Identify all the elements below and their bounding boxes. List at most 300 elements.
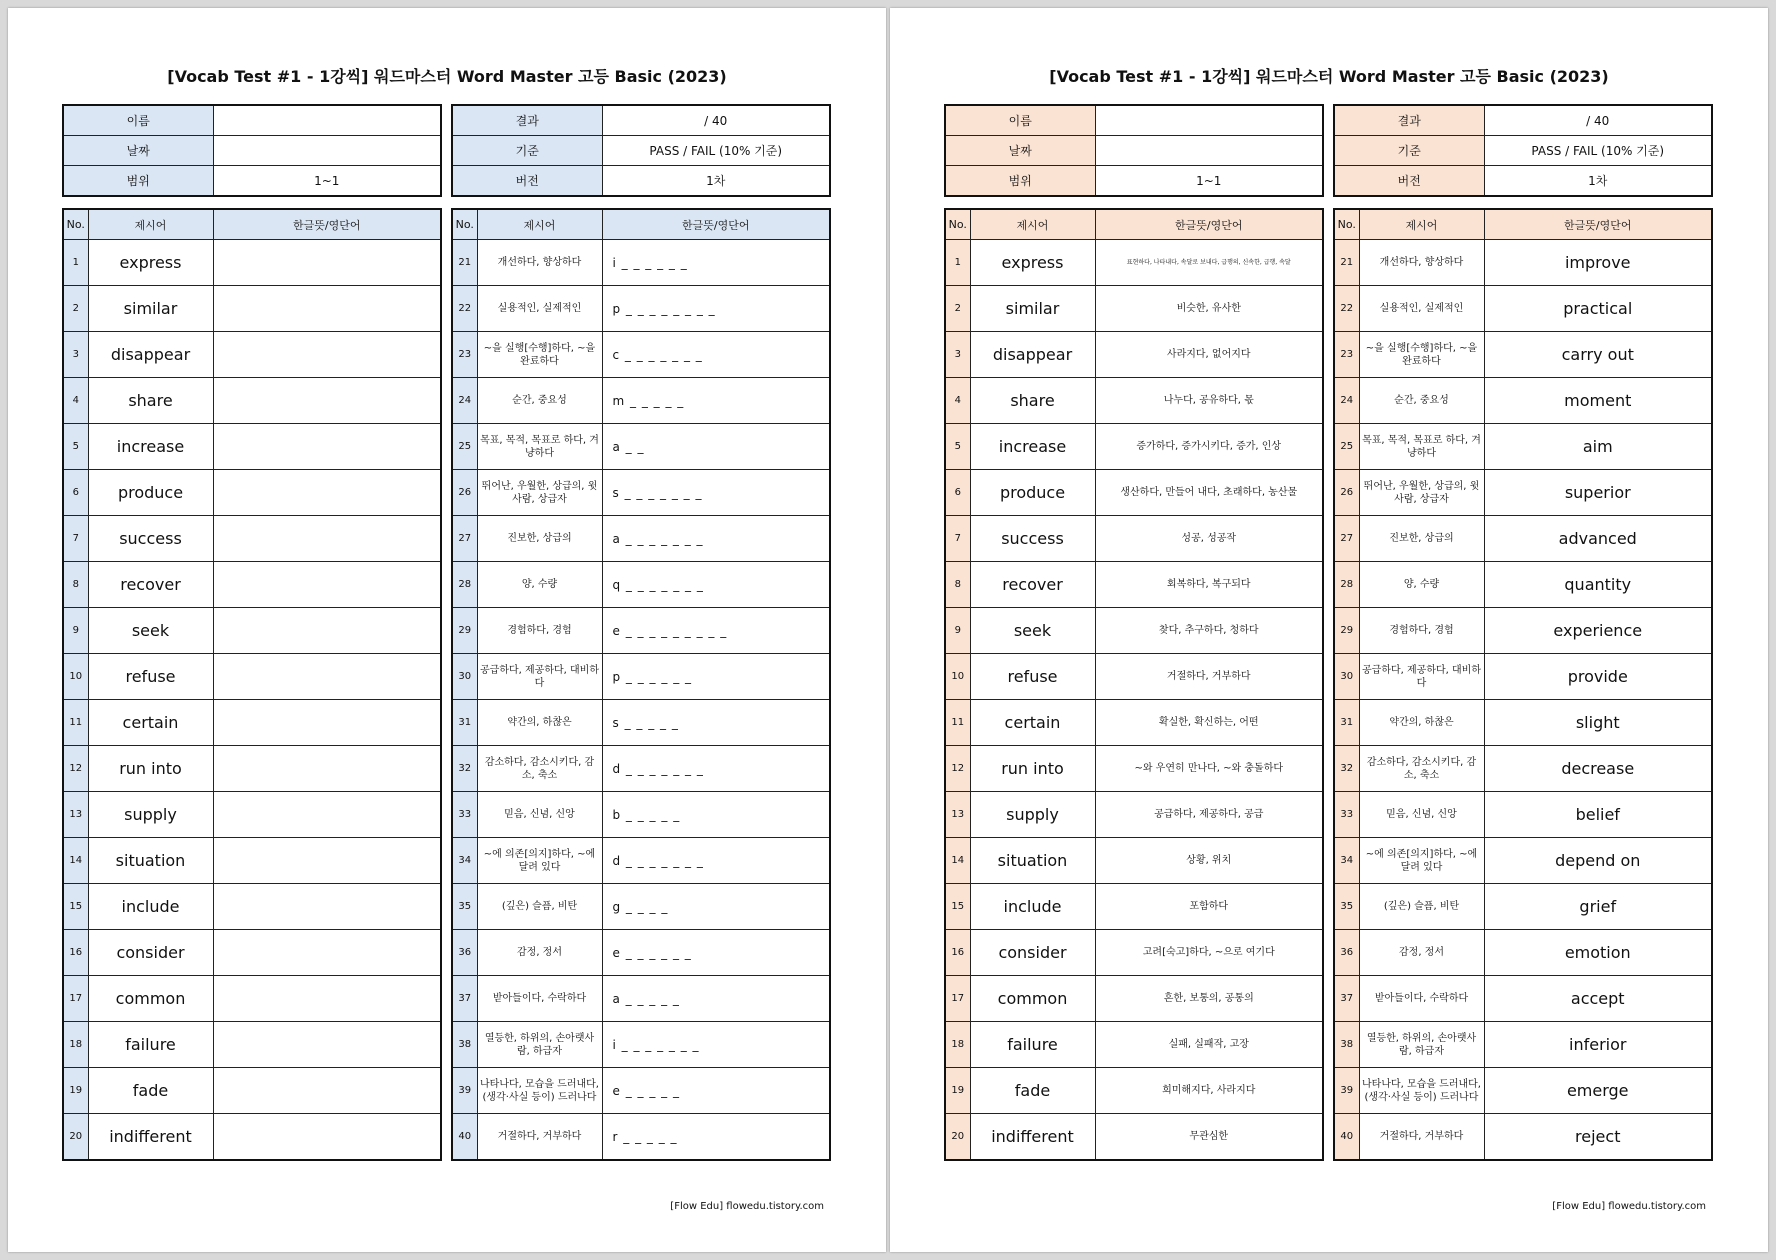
cue-word: seek — [970, 608, 1095, 654]
row-number: 12 — [63, 746, 88, 792]
row-number: 12 — [945, 746, 970, 792]
answer-field[interactable] — [213, 930, 441, 976]
answer-hint[interactable]: m _ _ _ _ _ — [602, 378, 830, 424]
row-number: 10 — [63, 654, 88, 700]
answer-field[interactable] — [213, 976, 441, 1022]
cue-meaning: 진보한, 상급의 — [1359, 516, 1484, 562]
answer-meaning: 거절하다, 거부하다 — [1095, 654, 1323, 700]
criteria-label: 기준 — [1334, 136, 1484, 166]
cue-word: express — [970, 240, 1095, 286]
row-number: 21 — [1334, 240, 1359, 286]
row-number: 31 — [452, 700, 477, 746]
answer-hint[interactable]: s _ _ _ _ _ _ _ — [602, 470, 830, 516]
row-number: 35 — [452, 884, 477, 930]
cue-word: include — [970, 884, 1095, 930]
cue-meaning: 뛰어난, 우월한, 상급의, 윗사람, 상급자 — [1359, 470, 1484, 516]
table-row — [63, 792, 441, 838]
row-number: 15 — [945, 884, 970, 930]
cue-word: run into — [970, 746, 1095, 792]
answer-meaning: ~와 우연히 만나다, ~와 충돌하다 — [1095, 746, 1323, 792]
table-row — [945, 470, 1323, 516]
answer-meaning: 실패, 실패작, 고장 — [1095, 1022, 1323, 1068]
row-number: 33 — [1334, 792, 1359, 838]
answer-hint[interactable]: c _ _ _ _ _ _ _ — [602, 332, 830, 378]
criteria-label: 기준 — [452, 136, 602, 166]
table-row — [452, 976, 830, 1022]
answer-hint[interactable]: d _ _ _ _ _ _ _ — [602, 838, 830, 884]
table-row — [945, 746, 1323, 792]
cue-meaning: 믿음, 신념, 신앙 — [1359, 792, 1484, 838]
cue-meaning: 감정, 정서 — [477, 930, 602, 976]
answer-meaning: 비슷한, 유사한 — [1095, 286, 1323, 332]
result-label: 결과 — [452, 105, 602, 136]
table-row — [1334, 654, 1712, 700]
row-number: 25 — [1334, 424, 1359, 470]
row-number: 18 — [63, 1022, 88, 1068]
table-row — [1334, 516, 1712, 562]
cue-meaning: ~에 의존[의지]하다, ~에 달려 있다 — [1359, 838, 1484, 884]
table-row — [945, 654, 1323, 700]
name-label: 이름 — [945, 105, 1095, 136]
answer-meaning: 공급하다, 제공하다, 공급 — [1095, 792, 1323, 838]
table-row — [945, 1114, 1323, 1161]
answer-word: belief — [1484, 792, 1712, 838]
cue-word: recover — [88, 562, 213, 608]
answer-field[interactable] — [213, 884, 441, 930]
answer-hint[interactable]: d _ _ _ _ _ _ _ — [602, 746, 830, 792]
table-row — [1334, 378, 1712, 424]
test-page — [8, 8, 886, 1252]
answer-field[interactable] — [213, 332, 441, 378]
cue-meaning: (깊은) 슬픔, 비탄 — [477, 884, 602, 930]
row-number: 14 — [945, 838, 970, 884]
table-row — [63, 1068, 441, 1114]
table-row — [63, 746, 441, 792]
row-number: 7 — [63, 516, 88, 562]
cue-meaning: 경험하다, 경험 — [1359, 608, 1484, 654]
row-number: 13 — [63, 792, 88, 838]
table-row — [452, 240, 830, 286]
table-row — [1334, 884, 1712, 930]
col-cue: 제시어 — [88, 209, 213, 240]
answer-field[interactable] — [213, 1068, 441, 1114]
row-number: 8 — [63, 562, 88, 608]
table-row — [945, 516, 1323, 562]
table-row — [63, 562, 441, 608]
answer-hint[interactable]: e _ _ _ _ _ _ _ _ _ — [602, 608, 830, 654]
cue-meaning: 개선하다, 향상하다 — [477, 240, 602, 286]
cue-meaning: ~에 의존[의지]하다, ~에 달려 있다 — [477, 838, 602, 884]
table-row — [452, 1068, 830, 1114]
row-number: 24 — [1334, 378, 1359, 424]
cue-word: indifferent — [970, 1114, 1095, 1161]
result-value: / 40 — [602, 105, 830, 136]
cue-meaning: 양, 수량 — [477, 562, 602, 608]
answer-hint[interactable]: a _ _ _ _ _ — [602, 976, 830, 1022]
answer-field[interactable] — [213, 470, 441, 516]
cue-meaning: 순간, 중요성 — [1359, 378, 1484, 424]
answer-word: reject — [1484, 1114, 1712, 1161]
name-field[interactable] — [1095, 105, 1323, 136]
row-number: 29 — [452, 608, 477, 654]
row-number: 25 — [452, 424, 477, 470]
cue-word: disappear — [970, 332, 1095, 378]
answer-word: grief — [1484, 884, 1712, 930]
answer-meaning: 상황, 위치 — [1095, 838, 1323, 884]
range-value: 1~1 — [1095, 166, 1323, 197]
criteria-value: PASS / FAIL (10% 기준) — [602, 136, 830, 166]
cue-word: certain — [970, 700, 1095, 746]
row-number: 26 — [452, 470, 477, 516]
row-number: 31 — [1334, 700, 1359, 746]
table-row — [452, 884, 830, 930]
cue-meaning: ~을 실행[수행]하다, ~을 완료하다 — [477, 332, 602, 378]
row-number: 9 — [945, 608, 970, 654]
result-label: 결과 — [1334, 105, 1484, 136]
answer-meaning: 확실한, 확신하는, 어떤 — [1095, 700, 1323, 746]
cue-word: similar — [970, 286, 1095, 332]
table-row — [452, 608, 830, 654]
answer-field[interactable] — [213, 516, 441, 562]
row-number: 3 — [63, 332, 88, 378]
answer-meaning: 흔한, 보통의, 공통의 — [1095, 976, 1323, 1022]
table-row — [945, 1022, 1323, 1068]
answer-hint[interactable]: p _ _ _ _ _ _ — [602, 654, 830, 700]
answer-meaning: 포함하다 — [1095, 884, 1323, 930]
date-label: 날짜 — [63, 136, 213, 166]
cue-meaning: 순간, 중요성 — [477, 378, 602, 424]
row-number: 32 — [1334, 746, 1359, 792]
cue-meaning: 나타나다, 모습을 드러내다, (생각·사실 등이) 드러나다 — [477, 1068, 602, 1114]
table-row — [63, 1022, 441, 1068]
table-row — [452, 516, 830, 562]
answer-word: quantity — [1484, 562, 1712, 608]
table-row — [63, 424, 441, 470]
cue-meaning: (깊은) 슬픔, 비탄 — [1359, 884, 1484, 930]
date-field[interactable] — [1095, 136, 1323, 166]
cue-meaning: 공급하다, 제공하다, 대비하다 — [477, 654, 602, 700]
cue-meaning: 실용적인, 실제적인 — [1359, 286, 1484, 332]
answer-field[interactable] — [213, 1022, 441, 1068]
answer-word: improve — [1484, 240, 1712, 286]
answer-word: depend on — [1484, 838, 1712, 884]
row-number: 35 — [1334, 884, 1359, 930]
answer-hint[interactable]: q _ _ _ _ _ _ _ — [602, 562, 830, 608]
answer-hint[interactable]: a _ _ — [602, 424, 830, 470]
cue-meaning: 약간의, 하찮은 — [1359, 700, 1484, 746]
col-no: No. — [1334, 209, 1359, 240]
cue-meaning: 목표, 목적, 목표로 하다, 겨냥하다 — [477, 424, 602, 470]
cue-meaning: 공급하다, 제공하다, 대비하다 — [1359, 654, 1484, 700]
answer-hint[interactable]: b _ _ _ _ _ — [602, 792, 830, 838]
answer-hint[interactable]: p _ _ _ _ _ _ _ _ — [602, 286, 830, 332]
answer-field[interactable] — [213, 1114, 441, 1161]
cue-meaning: 거절하다, 거부하다 — [1359, 1114, 1484, 1161]
word-rows — [452, 240, 830, 1161]
student-info-table — [944, 104, 1324, 197]
cue-word: situation — [970, 838, 1095, 884]
table-row — [945, 332, 1323, 378]
cue-meaning: 약간의, 하찮은 — [477, 700, 602, 746]
cue-word: supply — [88, 792, 213, 838]
answer-word: emotion — [1484, 930, 1712, 976]
word-table-left — [62, 208, 442, 1161]
table-row — [452, 792, 830, 838]
row-number: 38 — [1334, 1022, 1359, 1068]
table-row — [945, 700, 1323, 746]
table-row — [945, 1068, 1323, 1114]
row-number: 29 — [1334, 608, 1359, 654]
answer-field[interactable] — [213, 746, 441, 792]
word-table-right — [1333, 208, 1713, 1161]
answer-hint[interactable]: i _ _ _ _ _ _ — [602, 240, 830, 286]
cue-word: disappear — [88, 332, 213, 378]
table-row — [63, 838, 441, 884]
row-number: 17 — [63, 976, 88, 1022]
table-row — [945, 838, 1323, 884]
cue-word: fade — [88, 1068, 213, 1114]
answer-word: decrease — [1484, 746, 1712, 792]
row-number: 11 — [945, 700, 970, 746]
cue-meaning: 받아들이다, 수락하다 — [477, 976, 602, 1022]
table-row — [1334, 424, 1712, 470]
row-number: 8 — [945, 562, 970, 608]
row-number: 26 — [1334, 470, 1359, 516]
table-row — [945, 424, 1323, 470]
answer-meaning: 찾다, 추구하다, 청하다 — [1095, 608, 1323, 654]
col-no: No. — [452, 209, 477, 240]
answer-field[interactable] — [213, 838, 441, 884]
table-row — [63, 700, 441, 746]
row-number: 36 — [1334, 930, 1359, 976]
table-row — [1334, 700, 1712, 746]
answer-word: moment — [1484, 378, 1712, 424]
row-number: 27 — [452, 516, 477, 562]
col-cue: 제시어 — [1359, 209, 1484, 240]
row-number: 4 — [945, 378, 970, 424]
answer-field[interactable] — [213, 286, 441, 332]
answer-field[interactable] — [213, 378, 441, 424]
answer-field[interactable] — [213, 792, 441, 838]
table-row — [1334, 792, 1712, 838]
row-number: 40 — [1334, 1114, 1359, 1161]
answer-meaning: 표현하다, 나타내다, 속달로 보내다, 급행의, 신속한, 급행, 속달 — [1095, 240, 1323, 286]
answer-hint[interactable]: i _ _ _ _ _ _ _ — [602, 1022, 830, 1068]
table-row — [63, 930, 441, 976]
answer-hint[interactable]: e _ _ _ _ _ — [602, 1068, 830, 1114]
row-number: 10 — [945, 654, 970, 700]
cue-word: success — [970, 516, 1095, 562]
answer-field[interactable] — [213, 240, 441, 286]
name-field[interactable] — [213, 105, 441, 136]
answer-meaning: 회복하다, 복구되다 — [1095, 562, 1323, 608]
date-field[interactable] — [213, 136, 441, 166]
cue-word: situation — [88, 838, 213, 884]
col-answer: 한글뜻/영단어 — [602, 209, 830, 240]
row-number: 28 — [452, 562, 477, 608]
word-rows — [945, 240, 1323, 1161]
table-row — [63, 884, 441, 930]
date-label: 날짜 — [945, 136, 1095, 166]
answer-word: practical — [1484, 286, 1712, 332]
cue-word: seek — [88, 608, 213, 654]
cue-meaning: 감소하다, 감소시키다, 감소, 축소 — [1359, 746, 1484, 792]
answer-word: inferior — [1484, 1022, 1712, 1068]
answer-hint[interactable]: a _ _ _ _ _ _ _ — [602, 516, 830, 562]
row-number: 6 — [63, 470, 88, 516]
table-row — [452, 424, 830, 470]
answer-word: provide — [1484, 654, 1712, 700]
col-answer: 한글뜻/영단어 — [1095, 209, 1323, 240]
col-cue: 제시어 — [477, 209, 602, 240]
cue-meaning: 열등한, 하위의, 손아랫사람, 하급자 — [477, 1022, 602, 1068]
row-number: 39 — [1334, 1068, 1359, 1114]
row-number: 22 — [1334, 286, 1359, 332]
answer-hint[interactable]: r _ _ _ _ _ — [602, 1114, 830, 1161]
row-number: 34 — [1334, 838, 1359, 884]
table-row — [63, 286, 441, 332]
table-row — [1334, 1022, 1712, 1068]
answer-hint[interactable]: e _ _ _ _ _ _ — [602, 930, 830, 976]
table-row — [452, 470, 830, 516]
col-no: No. — [63, 209, 88, 240]
table-row — [63, 470, 441, 516]
answer-field[interactable] — [213, 424, 441, 470]
table-row — [63, 332, 441, 378]
answer-word: advanced — [1484, 516, 1712, 562]
answer-meaning: 고려[숙고]하다, ~으로 여기다 — [1095, 930, 1323, 976]
table-row — [63, 516, 441, 562]
answer-word: carry out — [1484, 332, 1712, 378]
row-number: 19 — [945, 1068, 970, 1114]
row-number: 11 — [63, 700, 88, 746]
row-number: 5 — [63, 424, 88, 470]
cue-meaning: 받아들이다, 수락하다 — [1359, 976, 1484, 1022]
table-row — [452, 1114, 830, 1161]
range-label: 범위 — [63, 166, 213, 197]
cue-meaning: 감정, 정서 — [1359, 930, 1484, 976]
row-number: 6 — [945, 470, 970, 516]
cue-meaning: 거절하다, 거부하다 — [477, 1114, 602, 1161]
answer-hint[interactable]: g _ _ _ _ — [602, 884, 830, 930]
cue-word: common — [88, 976, 213, 1022]
cue-word: increase — [970, 424, 1095, 470]
version-label: 버전 — [452, 166, 602, 197]
answer-field[interactable] — [213, 608, 441, 654]
answer-meaning: 성공, 성공작 — [1095, 516, 1323, 562]
row-number: 24 — [452, 378, 477, 424]
answer-meaning: 희미해지다, 사라지다 — [1095, 1068, 1323, 1114]
result-info-table — [451, 104, 831, 197]
cue-word: common — [970, 976, 1095, 1022]
row-number: 2 — [63, 286, 88, 332]
table-row — [63, 1114, 441, 1161]
table-row — [63, 608, 441, 654]
table-row — [452, 286, 830, 332]
answer-meaning: 증가하다, 증가시키다, 증가, 인상 — [1095, 424, 1323, 470]
row-number: 15 — [63, 884, 88, 930]
word-table-right — [451, 208, 831, 1161]
table-row — [945, 378, 1323, 424]
cue-word: express — [88, 240, 213, 286]
student-info-table — [62, 104, 442, 197]
row-number: 32 — [452, 746, 477, 792]
cue-meaning: ~을 실행[수행]하다, ~을 완료하다 — [1359, 332, 1484, 378]
row-number: 30 — [1334, 654, 1359, 700]
cue-word: refuse — [88, 654, 213, 700]
table-row — [452, 930, 830, 976]
answer-word: aim — [1484, 424, 1712, 470]
cue-word: consider — [88, 930, 213, 976]
table-row — [945, 792, 1323, 838]
row-number: 28 — [1334, 562, 1359, 608]
answer-field[interactable] — [213, 654, 441, 700]
table-row — [1334, 746, 1712, 792]
range-value: 1~1 — [213, 166, 441, 197]
row-number: 23 — [1334, 332, 1359, 378]
table-row — [1334, 930, 1712, 976]
page-title: [Vocab Test #1 - 1강씩] 워드마스터 Word Master 고등 Basic (2023) — [167, 67, 727, 86]
cue-word: refuse — [970, 654, 1095, 700]
table-row — [945, 608, 1323, 654]
row-number: 27 — [1334, 516, 1359, 562]
row-number: 36 — [452, 930, 477, 976]
answer-field[interactable] — [213, 700, 441, 746]
cue-word: fade — [970, 1068, 1095, 1114]
result-value: / 40 — [1484, 105, 1712, 136]
row-number: 3 — [945, 332, 970, 378]
answer-word: superior — [1484, 470, 1712, 516]
table-row — [63, 378, 441, 424]
cue-meaning: 양, 수량 — [1359, 562, 1484, 608]
cue-meaning: 열등한, 하위의, 손아랫사람, 하급자 — [1359, 1022, 1484, 1068]
result-info-table — [1333, 104, 1713, 197]
word-rows — [1334, 240, 1712, 1161]
answer-meaning: 생산하다, 만들어 내다, 초래하다, 농산물 — [1095, 470, 1323, 516]
table-row — [452, 838, 830, 884]
table-row — [452, 332, 830, 378]
answer-page — [890, 8, 1768, 1252]
cue-word: produce — [970, 470, 1095, 516]
answer-word: slight — [1484, 700, 1712, 746]
cue-word: recover — [970, 562, 1095, 608]
table-row — [1334, 608, 1712, 654]
answer-hint[interactable]: s _ _ _ _ _ — [602, 700, 830, 746]
cue-word: certain — [88, 700, 213, 746]
cue-meaning: 실용적인, 실제적인 — [477, 286, 602, 332]
word-table-left — [944, 208, 1324, 1161]
cue-word: similar — [88, 286, 213, 332]
table-row — [1334, 1114, 1712, 1161]
row-number: 37 — [1334, 976, 1359, 1022]
answer-word: experience — [1484, 608, 1712, 654]
table-row — [63, 654, 441, 700]
cue-meaning: 뛰어난, 우월한, 상급의, 윗사람, 상급자 — [477, 470, 602, 516]
cue-word: failure — [970, 1022, 1095, 1068]
row-number: 22 — [452, 286, 477, 332]
table-row — [1334, 562, 1712, 608]
row-number: 17 — [945, 976, 970, 1022]
row-number: 40 — [452, 1114, 477, 1161]
table-row — [1334, 332, 1712, 378]
row-number: 4 — [63, 378, 88, 424]
cue-word: share — [88, 378, 213, 424]
table-row — [1334, 1068, 1712, 1114]
col-answer: 한글뜻/영단어 — [213, 209, 441, 240]
row-number: 1 — [63, 240, 88, 286]
answer-field[interactable] — [213, 562, 441, 608]
col-cue: 제시어 — [970, 209, 1095, 240]
